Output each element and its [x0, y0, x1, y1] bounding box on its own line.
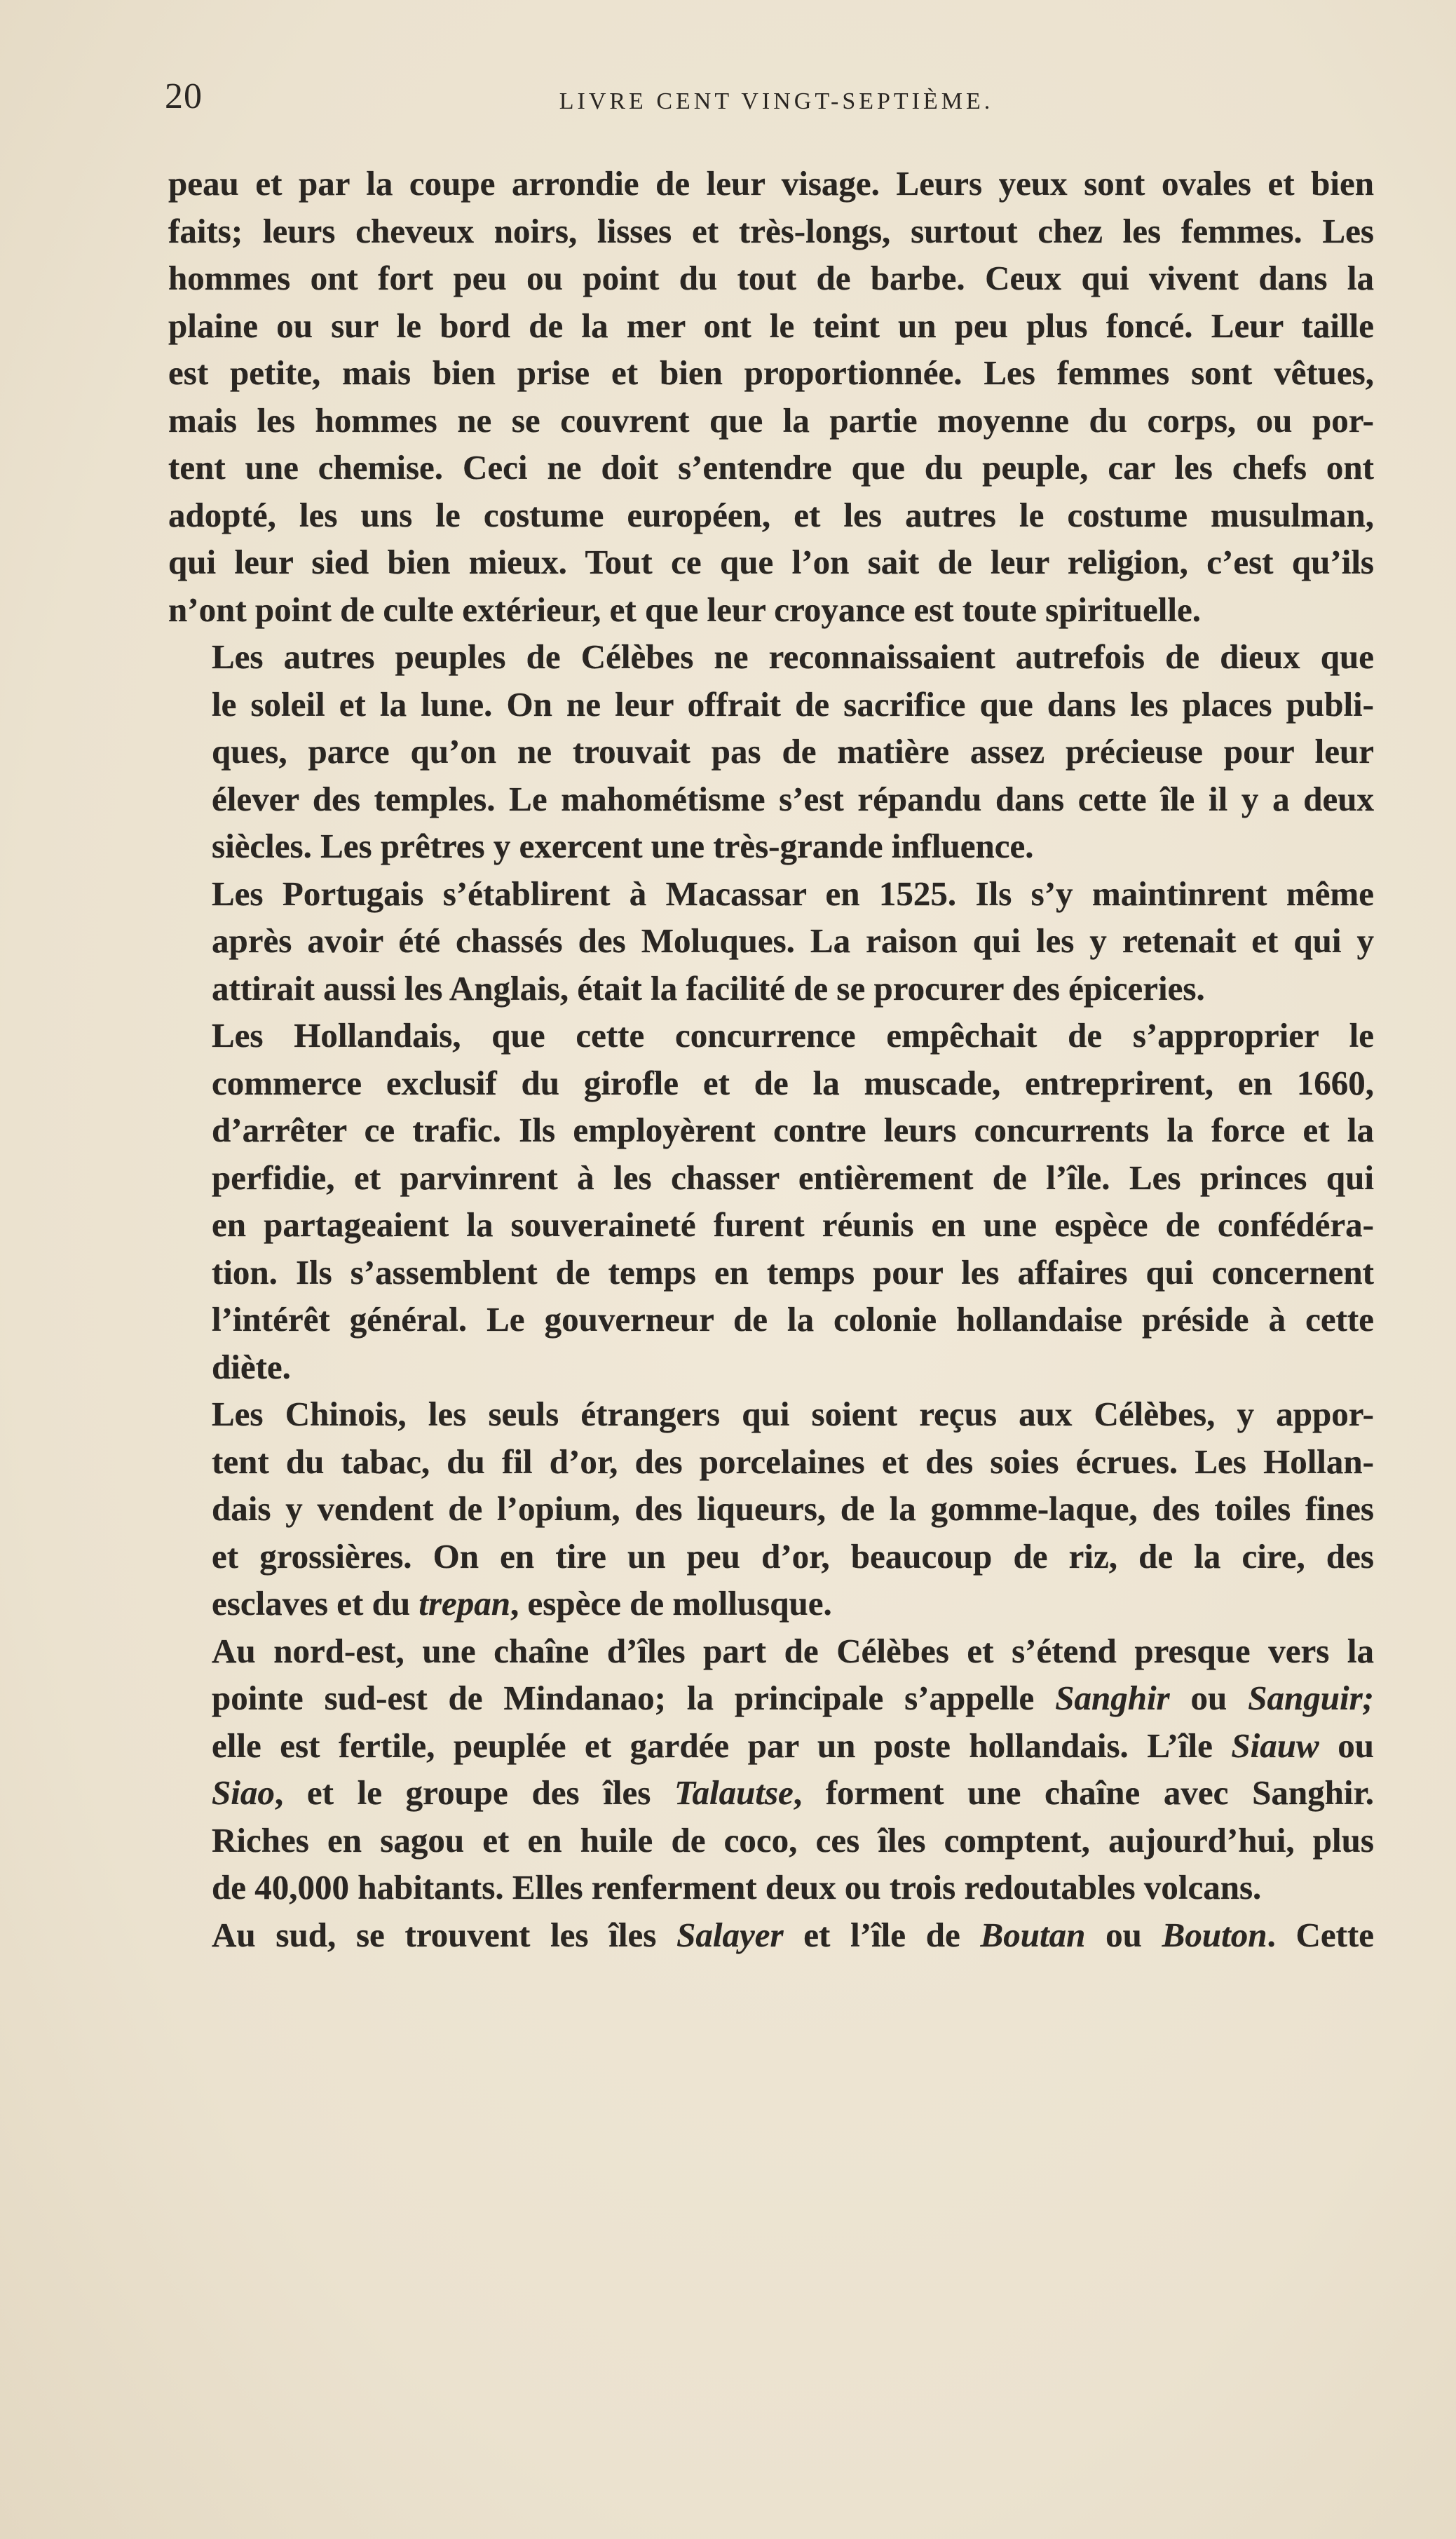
- running-title: LIVRE CENT VINGT-SEPTIÈME.: [559, 88, 994, 114]
- text-run: ou: [1169, 1679, 1249, 1717]
- text-line: plaine ou sur le bord de la mer ont le teint un peu plus foncé. Leur taille: [168, 306, 1374, 345]
- running-head: [165, 76, 1388, 132]
- text-run: , forment une chaîne avec Sanghir.: [793, 1773, 1374, 1812]
- text-line: tion. Ils s’assemblent de temps en temps pour les affaires qui concernent: [212, 1252, 1374, 1292]
- text-line: tent du tabac, du fil d’or, des porcelaines et des soies écrues. Les Hollan-: [212, 1442, 1374, 1481]
- text-line: Au nord-est, une chaîne d’îles part de Célèbes et s’étend presque vers la: [212, 1631, 1374, 1670]
- text-line: [168, 1580, 1374, 1627]
- text-line: hommes ont fort peu ou point du tout de barbe. Ceux qui vivent dans la: [168, 259, 1374, 297]
- text-line: adopté, les uns le costume européen, et les autres le costume musulman,: [168, 495, 1374, 534]
- text-line: ques, parce qu’on ne trouvait pas de matière assez précieuse pour leur: [212, 732, 1374, 771]
- text-line: Les autres peuples de Célèbes ne reconnaissaient autrefois de dieux que: [212, 637, 1374, 676]
- text-line: n’ont point de culte extérieur, et que leur croyance est toute spirituelle.: [168, 590, 1201, 629]
- italic-term: Sanghir: [1055, 1679, 1170, 1717]
- text-line: [168, 1911, 1374, 1959]
- text-line: siècles. Les prêtres y exercent une très-grande influence.: [212, 827, 1034, 865]
- text-run: , espèce de mollusque.: [510, 1584, 832, 1623]
- italic-term: Sanguir;: [1248, 1679, 1374, 1717]
- text-line: Riches en sagou et en huile de coco, ces îles comptent, aujourd’hui, plus: [212, 1820, 1374, 1860]
- italic-term: Siao: [212, 1773, 275, 1812]
- italic-term: Talautse: [674, 1773, 794, 1812]
- text-line: dais y vendent de l’opium, des liqueurs, de la gomme-laque, des toiles fines: [212, 1489, 1374, 1528]
- text-run: ou: [1319, 1726, 1374, 1765]
- paragraph-4: [168, 1012, 1374, 1390]
- italic-term: Boutan: [980, 1915, 1086, 1954]
- italic-term: Bouton: [1162, 1915, 1267, 1954]
- text-line: Les Chinois, les seuls étrangers qui soient reçus aux Célèbes, y appor-: [212, 1395, 1374, 1433]
- text-line: est petite, mais bien prise et bien proportionnée. Les femmes sont vêtues,: [168, 353, 1374, 392]
- italic-term: Siauw: [1231, 1726, 1319, 1765]
- text-run: Au sud, se trouvent les îles: [212, 1915, 677, 1954]
- text-run: , et le groupe des îles: [274, 1773, 675, 1812]
- text-line: attirait aussi les Anglais, était la facilité de se procurer des épiceries.: [212, 968, 1205, 1008]
- text-line: Les Hollandais, que cette concurrence empêchait de s’approprier le: [212, 1016, 1374, 1055]
- text-run: esclaves et du: [212, 1584, 419, 1623]
- text-line: peau et par la coupe arrondie de leur visage. Leurs yeux sont ovales et bien: [168, 164, 1374, 203]
- text-line: Les Portugais s’établirent à Macassar en 1525. Ils s’y maintinrent même: [212, 874, 1374, 913]
- text-line: mais les hommes ne se couvrent que la partie moyenne du corps, ou por-: [168, 400, 1374, 440]
- text-line: faits; leurs cheveux noirs, lisses et très-longs, surtout chez les femmes. Les: [168, 211, 1374, 250]
- text-line: élever des temples. Le mahométisme s’est répandu dans cette île il y a deux: [212, 779, 1374, 818]
- paragraph-1: [168, 160, 1374, 633]
- text-line: de 40,000 habitants. Elles renferment deux ou trois redoutables volcans.: [212, 1868, 1262, 1907]
- text-line: tent une chemise. Ceci ne doit s’entendre que du peuple, car les chefs ont: [168, 448, 1374, 487]
- text-line: commerce exclusif du girofle et de la muscade, entreprirent, en 1660,: [212, 1063, 1374, 1102]
- italic-term: trepan: [419, 1584, 511, 1623]
- text-run: elle est fertile, peuplée et gardée par un poste hollandais. L’île: [212, 1726, 1232, 1765]
- text-line: [168, 1722, 1374, 1770]
- page-number: 20: [165, 76, 203, 116]
- text-line: en partageaient la souveraineté furent réunis en une espèce de confédéra-: [212, 1205, 1374, 1244]
- text-line: [168, 1674, 1374, 1722]
- text-line: d’arrêter ce trafic. Ils employèrent contre leurs concurrents la force et la: [212, 1111, 1374, 1149]
- paragraph-3: [168, 870, 1374, 1013]
- body-text: [168, 160, 1374, 1958]
- paragraph-5: [168, 1390, 1374, 1627]
- text-run: pointe sud-est de Mindanao; la principale s’appelle: [212, 1679, 1056, 1717]
- paragraph-7: [168, 1911, 1374, 1959]
- text-line: perfidie, et parvinrent à les chasser entièrement de l’île. Les princes qui: [212, 1158, 1374, 1197]
- paragraph-2: [168, 633, 1374, 870]
- text-run: ou: [1085, 1915, 1162, 1954]
- text-line: l’intérêt général. Le gouverneur de la colonie hollandaise préside à cette: [212, 1300, 1374, 1339]
- text-line: diète.: [212, 1347, 291, 1386]
- paragraph-6: [168, 1627, 1374, 1911]
- text-run: et l’île de: [783, 1915, 981, 1954]
- italic-term: Salayer: [676, 1915, 784, 1954]
- text-line: après avoir été chassés des Moluques. La raison qui les y retenait et qui y: [212, 921, 1374, 960]
- text-run: . Cette: [1267, 1915, 1374, 1954]
- text-line: qui leur sied bien mieux. Tout ce que l’on sait de leur religion, c’est qu’ils: [168, 543, 1374, 581]
- text-line: le soleil et la lune. On ne leur offrait de sacrifice que dans les places publi-: [212, 684, 1374, 724]
- text-line: [168, 1769, 1374, 1817]
- text-line: et grossières. On en tire un peu d’or, beaucoup de riz, de la cire, des: [212, 1536, 1374, 1576]
